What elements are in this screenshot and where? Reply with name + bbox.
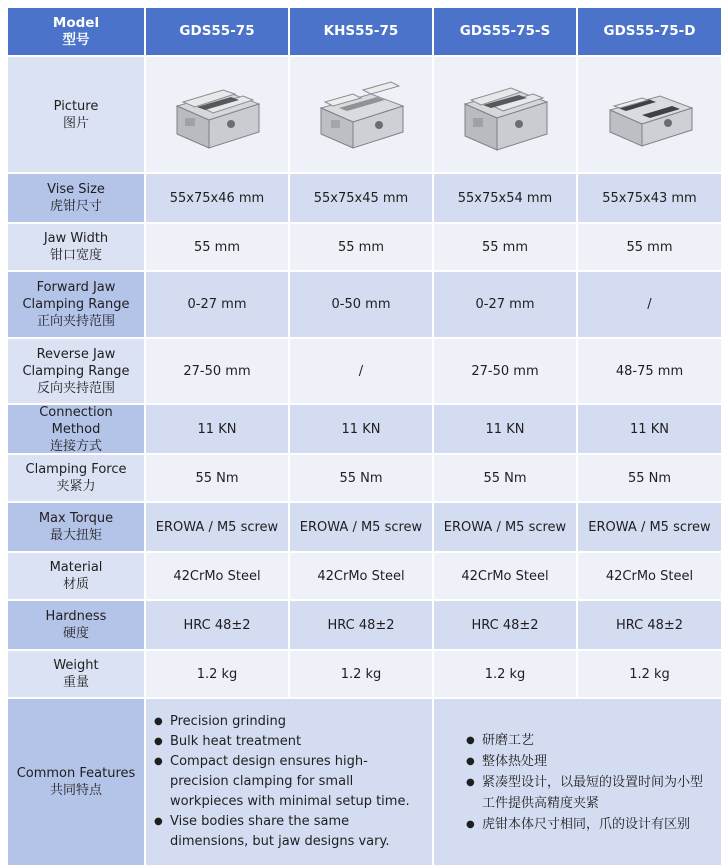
row-label-line: Clamping Range (22, 363, 130, 379)
vise-gds55-75-image (169, 78, 265, 152)
vise-size-value-1: 55x75x46 mm (146, 174, 288, 222)
weight-value-3: 1.2 kg (434, 651, 576, 697)
row-label-line: 钳口宽度 (49, 248, 102, 263)
features-chinese-list (458, 730, 713, 835)
jaw-width-value-4: 55 mm (578, 224, 721, 270)
weight-value-4: 1.2 kg (578, 651, 721, 697)
row-label-line: Forward Jaw (36, 280, 116, 295)
spec-table (8, 8, 719, 865)
material-value-4: 42CrMo Steel (578, 553, 721, 599)
jaw-width-value-1: 55 mm (146, 224, 288, 270)
row-label-line: Max Torque (38, 511, 114, 526)
picture-label-en: Picture (53, 98, 99, 114)
feature-item: ● 研磨工艺 (466, 730, 713, 751)
reverse-range-value-2: / (290, 339, 432, 403)
feature-item: ● 虎钳本体尺寸相同，爪的设计有区别 (466, 814, 713, 835)
picture-cell-4 (578, 57, 721, 172)
features-label-cn: 共同特点 (49, 783, 102, 798)
row-label-line: 连接方式 (49, 438, 102, 454)
material-value-3: 42CrMo Steel (434, 553, 576, 599)
connection-method-value-1: 11 KN (146, 405, 288, 453)
clamping-force-label-cell (8, 455, 144, 501)
reverse-range-value-1: 27-50 mm (146, 339, 288, 403)
max-torque-value-2: EROWA / M5 screw (290, 503, 432, 551)
row-label-line: Material (49, 560, 103, 575)
hardness-value-2: HRC 48±2 (290, 601, 432, 649)
row-label-line: Method (51, 421, 101, 437)
reverse-range-value-4: 48-75 mm (578, 339, 721, 403)
hardness-value-4: HRC 48±2 (578, 601, 721, 649)
feature-item: ● 紧凑型设计，以最短的设置时间为小型工件提供高精度夹紧 (466, 772, 713, 814)
vise-gds55-75-s-image (457, 78, 553, 152)
row-label-line: 最大扭矩 (49, 528, 102, 543)
hardness-label-cell (8, 601, 144, 649)
reverse-range-value-3: 27-50 mm (434, 339, 576, 403)
clamping-force-value-4: 55 Nm (578, 455, 721, 501)
jaw-width-label-cell (8, 224, 144, 270)
row-label-line: Weight (53, 658, 99, 673)
header-label-cn: 型号 (62, 31, 90, 48)
picture-cell-3 (434, 57, 576, 172)
hardness-value-3: HRC 48±2 (434, 601, 576, 649)
clamping-force-value-2: 55 Nm (290, 455, 432, 501)
row-label-line: 正向夹持范围 (36, 314, 115, 329)
forward-range-value-4: / (578, 272, 721, 337)
features-label-cell (8, 699, 144, 865)
feature-item: ● Vise bodies share the same dimensions, but jaw designs vary. (154, 812, 424, 852)
max-torque-value-1: EROWA / M5 screw (146, 503, 288, 551)
material-label-cell (8, 553, 144, 599)
row-label-line: Clamping Force (25, 462, 127, 477)
max-torque-label-cell (8, 503, 144, 551)
connection-method-value-2: 11 KN (290, 405, 432, 453)
weight-value-2: 1.2 kg (290, 651, 432, 697)
vise-size-value-2: 55x75x45 mm (290, 174, 432, 222)
vise-size-label-cell (8, 174, 144, 222)
model-header-3: GDS55-75-S (434, 8, 576, 55)
row-label-line: 虎钳尺寸 (49, 199, 102, 214)
forward-range-value-2: 0-50 mm (290, 272, 432, 337)
model-header-4: GDS55-75-D (578, 8, 721, 55)
weight-label-cell (8, 651, 144, 697)
row-label-line: Vise Size (47, 182, 105, 197)
forward-range-value-3: 0-27 mm (434, 272, 576, 337)
vise-gds55-75-d-image (602, 78, 698, 152)
clamping-force-value-1: 55 Nm (146, 455, 288, 501)
clamping-force-value-3: 55 Nm (434, 455, 576, 501)
forward-range-value-1: 0-27 mm (146, 272, 288, 337)
picture-cell-1 (146, 57, 288, 172)
feature-item: ● Bulk heat treatment (154, 732, 424, 752)
features-english-cell (146, 699, 432, 865)
forward-range-label-cell (8, 272, 144, 337)
feature-item: ● 整体热处理 (466, 751, 713, 772)
features-chinese-cell (434, 699, 721, 865)
jaw-width-value-3: 55 mm (434, 224, 576, 270)
model-header-2: KHS55-75 (290, 8, 432, 55)
vise-khs55-75-image (313, 78, 409, 152)
row-label-line: 反向夹持范围 (36, 380, 115, 396)
material-value-2: 42CrMo Steel (290, 553, 432, 599)
max-torque-value-4: EROWA / M5 screw (578, 503, 721, 551)
reverse-range-label-cell (8, 339, 144, 403)
connection-method-value-3: 11 KN (434, 405, 576, 453)
max-torque-value-3: EROWA / M5 screw (434, 503, 576, 551)
weight-value-1: 1.2 kg (146, 651, 288, 697)
picture-cell-2 (290, 57, 432, 172)
material-value-1: 42CrMo Steel (146, 553, 288, 599)
row-label-line: Clamping Range (22, 297, 130, 312)
connection-method-label-cell (8, 405, 144, 453)
row-label-line: 材质 (62, 577, 89, 592)
row-label-line: Reverse Jaw (36, 346, 116, 362)
header-label-en: Model (52, 14, 100, 31)
header-label-cell (8, 8, 144, 55)
features-english-list (146, 712, 424, 852)
row-label-line: 夹紧力 (56, 479, 96, 494)
picture-label-cn: 图片 (62, 115, 89, 131)
model-header-1: GDS55-75 (146, 8, 288, 55)
row-label-line: Hardness (45, 609, 107, 624)
row-label-line: Connection (39, 404, 113, 420)
feature-item: ● Compact design ensures high-precision clamping for small workpieces with minimal setup time. (154, 752, 424, 812)
row-label-line: 硬度 (62, 626, 89, 641)
hardness-value-1: HRC 48±2 (146, 601, 288, 649)
row-label-line: 重量 (62, 675, 89, 690)
picture-label-cell (8, 57, 144, 172)
jaw-width-value-2: 55 mm (290, 224, 432, 270)
features-label-en: Common Features (16, 766, 136, 781)
vise-size-value-3: 55x75x54 mm (434, 174, 576, 222)
feature-item: ● Precision grinding (154, 712, 424, 732)
connection-method-value-4: 11 KN (578, 405, 721, 453)
row-label-line: Jaw Width (43, 231, 109, 246)
vise-size-value-4: 55x75x43 mm (578, 174, 721, 222)
